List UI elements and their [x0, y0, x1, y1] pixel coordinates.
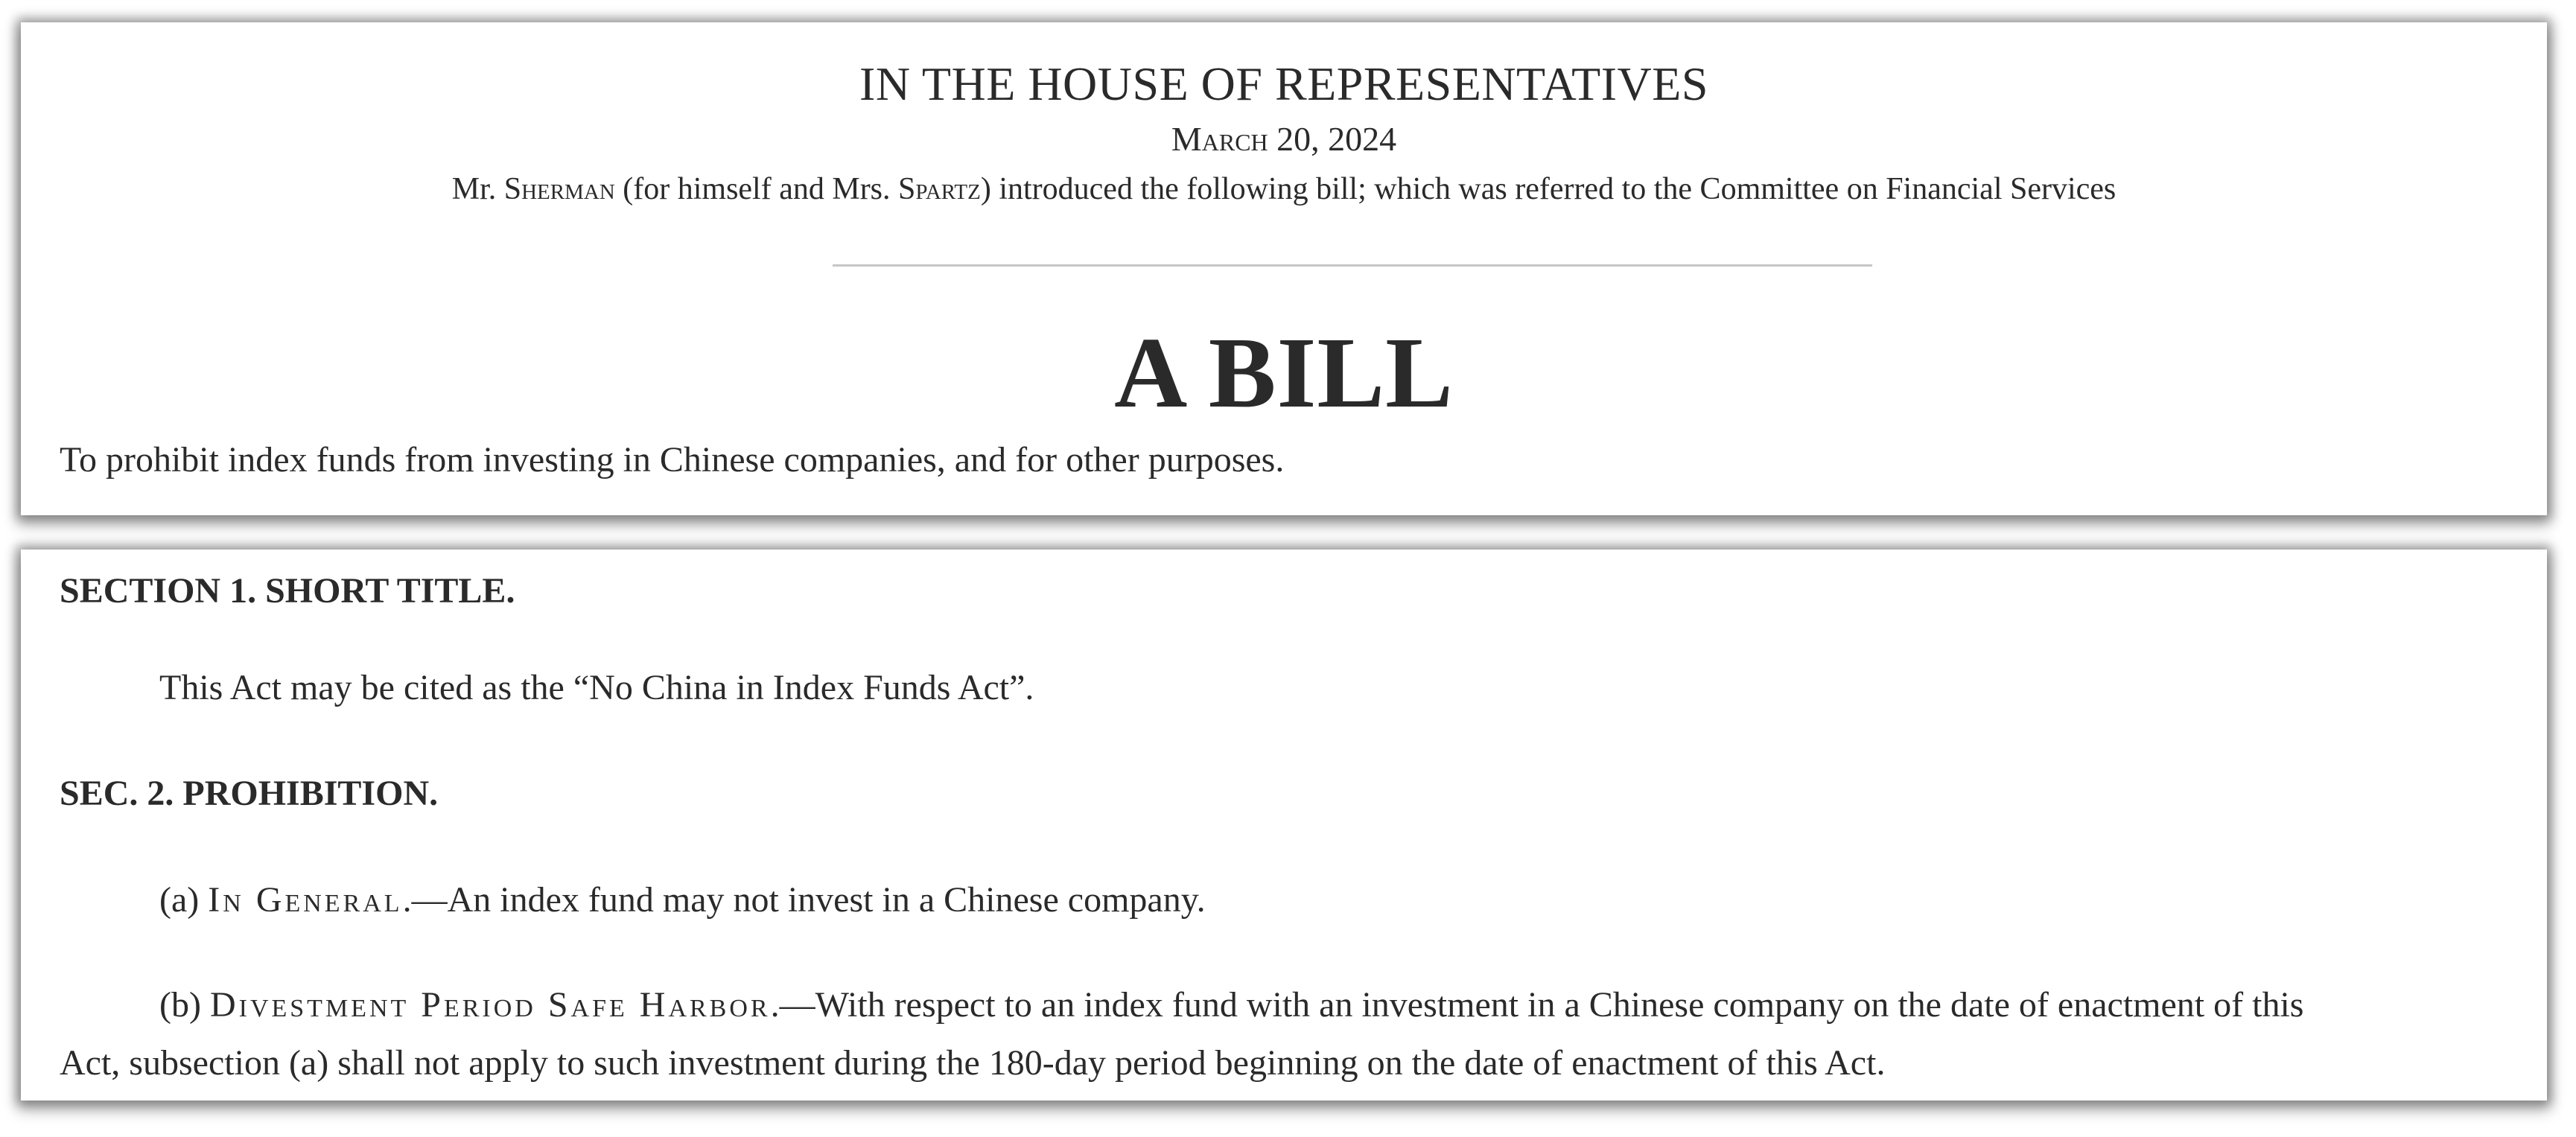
subsection-b-line-1: [60, 984, 2303, 1025]
section-1-heading: SECTION 1. SHORT TITLE.: [60, 571, 515, 611]
subsection-b-line-2: Act, subsection (a) shall not apply to such investment during the 180-day period beginning on the date of enactment of this Act.: [60, 1043, 1886, 1083]
introduction-date: March 20, 2024: [1171, 120, 1397, 158]
subsection-a-text: .—An index fund may not invest in a Chinese company.: [402, 880, 1206, 920]
section-2-heading: SEC. 2. PROHIBITION.: [60, 774, 439, 813]
sponsor-name: Sherman: [503, 172, 615, 206]
cosponsor-name: Spartz: [898, 172, 981, 206]
intro-middle: (for himself and Mrs.: [614, 172, 899, 206]
subsection-b-text-1: .—With respect to an index fund with an investment in a Chinese company on the date of enactment of this: [770, 985, 2304, 1025]
bill-title: A BILL: [1114, 317, 1454, 429]
introduction-line: [21, 171, 2547, 207]
section-1-text: This Act may be cited as the “No China in Index Funds Act”.: [159, 668, 1034, 707]
header-divider: [833, 264, 1872, 267]
subsection-a-label: (a): [159, 880, 209, 920]
subsection-a: [60, 879, 1206, 920]
chamber-heading: IN THE HOUSE OF REPRESENTATIVES: [859, 57, 1708, 110]
bill-body-panel: [21, 550, 2547, 1101]
bill-purpose: To prohibit index funds from investing in Chinese companies, and for other purposes.: [60, 440, 1285, 480]
bill-header-panel: [21, 22, 2547, 515]
intro-suffix: ) introduced the following bill; which was referred to the Committee on Financial Services: [980, 172, 2117, 206]
intro-prefix: Mr.: [451, 172, 504, 206]
subsection-b-caption: Divestment Period Safe Harbor: [209, 985, 771, 1025]
subsection-a-caption: In General: [208, 880, 403, 920]
subsection-b-label: (b): [159, 985, 210, 1025]
